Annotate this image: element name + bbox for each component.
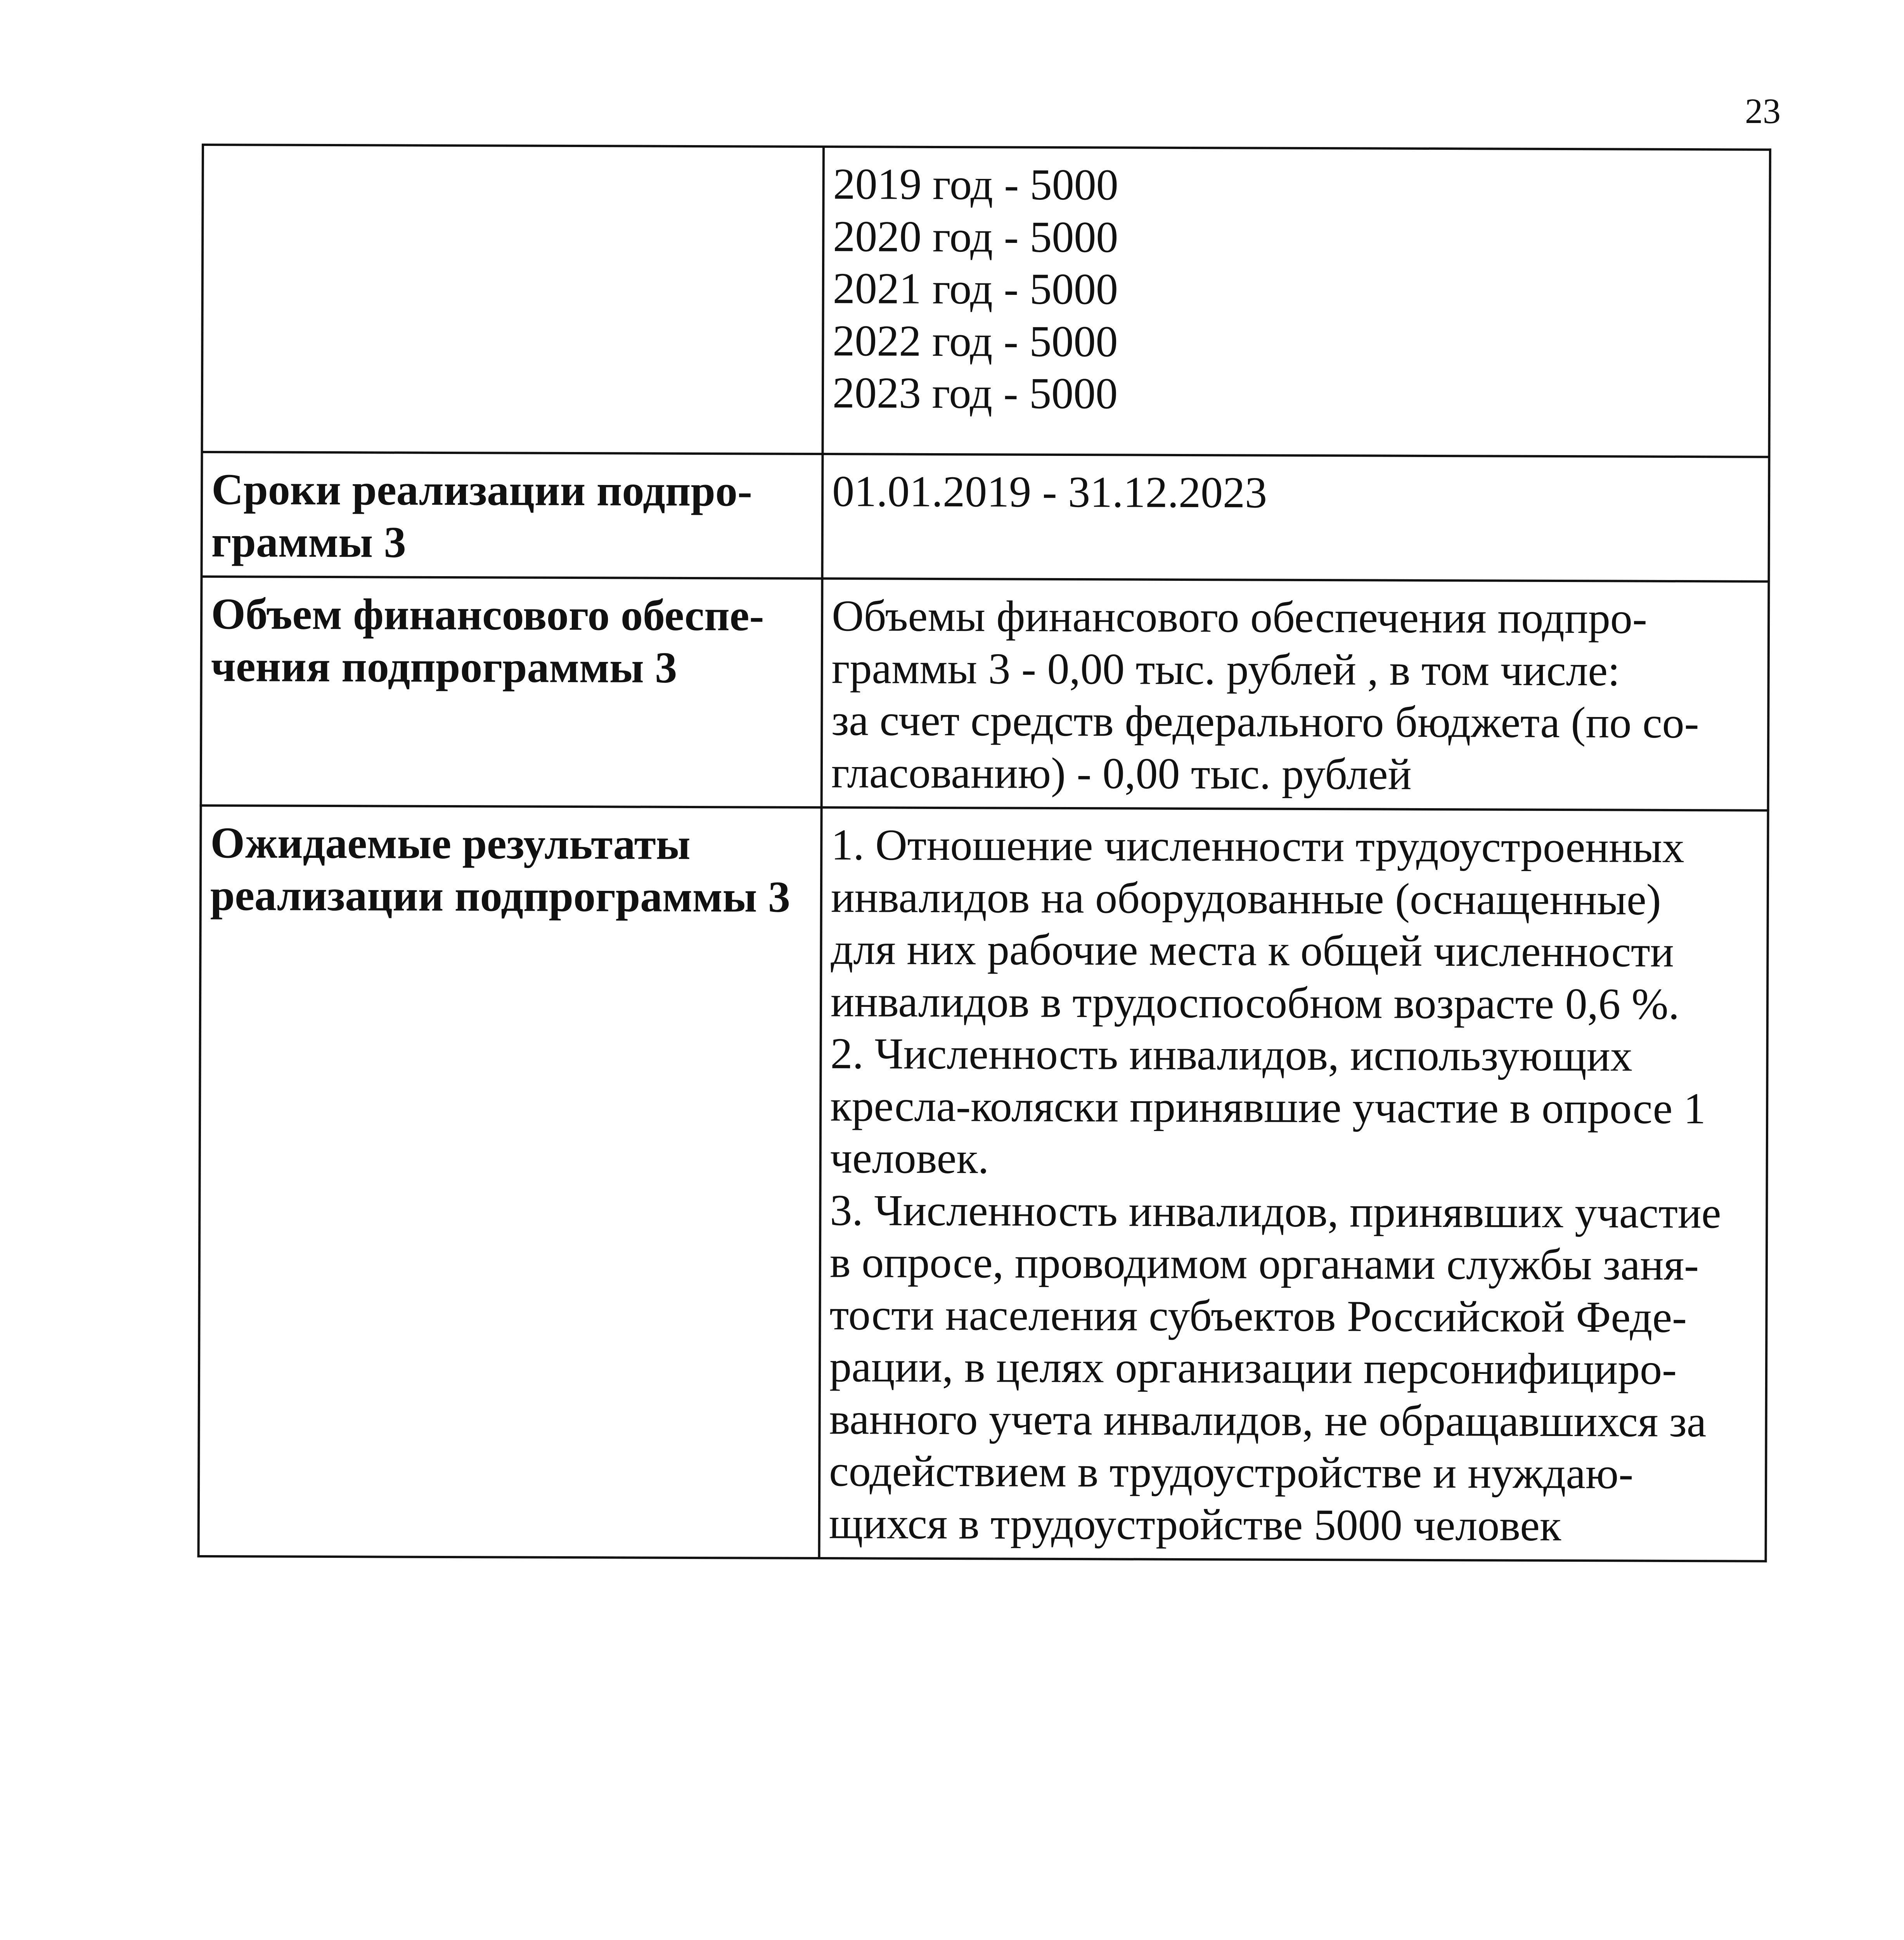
funding-years-cell (822, 147, 1770, 457)
subprogram-passport-table (197, 144, 1771, 1562)
results-value-line: рации, в целях организации персонифициро- (829, 1342, 1677, 1394)
funding-year-line: 2020 год - 5000 (833, 211, 1118, 262)
results-value-line: ванного учета инвалидов, не обращавшихся за (829, 1394, 1707, 1446)
table-row-expected-results (199, 805, 1768, 1561)
volume-label-cell (201, 577, 822, 807)
volume-label-line: Объем финансового обеспе- (211, 589, 764, 640)
volume-value-line: за счет средств федерального бюджета (по со- (831, 695, 1699, 748)
results-value-line: для них рабочие места к общей численности (831, 924, 1674, 977)
volume-label-line: чения подпрограммы 3 (211, 641, 677, 692)
funding-label-cell (202, 145, 824, 454)
funding-year-line: 2022 год - 5000 (833, 315, 1118, 366)
dates-label-line: Сроки реализации подпро- (211, 464, 753, 516)
results-value-line: 1. Отношение численности трудоустроенных (831, 820, 1684, 872)
results-value-line: 3. Численность инвалидов, принявших участие (830, 1185, 1721, 1238)
funding-year-line: 2019 год - 5000 (833, 159, 1118, 210)
results-label-cell (199, 805, 822, 1558)
volume-value-line: гласованию) - 0,00 тыс. рублей (831, 747, 1412, 799)
results-value-line: содействием в трудоустройстве и нуждаю- (829, 1446, 1634, 1498)
dates-value-cell (822, 454, 1769, 582)
table-row-implementation-dates (201, 452, 1769, 582)
results-value-cell (819, 807, 1768, 1561)
results-label-line: Ожидаемые результаты (210, 818, 691, 869)
results-value-line: тости населения субъектов Российской Феде- (829, 1289, 1687, 1342)
dates-label-cell (201, 452, 822, 579)
results-value-line: 2. Численность инвалидов, использующих (830, 1029, 1633, 1081)
results-value-line: человек. (830, 1133, 989, 1183)
volume-value-cell (822, 579, 1769, 811)
page-number: 23 (1745, 91, 1781, 131)
dates-value: 01.01.2019 - 31.12.2023 (832, 466, 1267, 517)
results-value-line: инвалидов в трудоспособном возрасте 0,6 %. (830, 976, 1680, 1029)
results-value-line: кресла-коляски принявшие участие в опросе 1 (830, 1081, 1706, 1133)
funding-year-line: 2023 год - 5000 (832, 368, 1118, 418)
table-row-funding-volume (201, 577, 1769, 811)
results-value-line: в опросе, проводимом органами службы заня- (829, 1237, 1699, 1290)
funding-year-line: 2021 год - 5000 (833, 263, 1118, 314)
table-row-funding-by-year (202, 145, 1770, 457)
dates-label-line: граммы 3 (211, 516, 406, 567)
results-value-line: инвалидов на оборудованные (оснащенные) (831, 872, 1661, 924)
results-label-line: реализации подпрограммы 3 (210, 870, 791, 922)
volume-value-line: Объемы финансового обеспечения подпро- (831, 591, 1648, 643)
volume-value-line: граммы 3 - 0,00 тыс. рублей , в том числе: (831, 643, 1620, 695)
results-value-line: щихся в трудоустройстве 5000 человек (829, 1498, 1561, 1550)
